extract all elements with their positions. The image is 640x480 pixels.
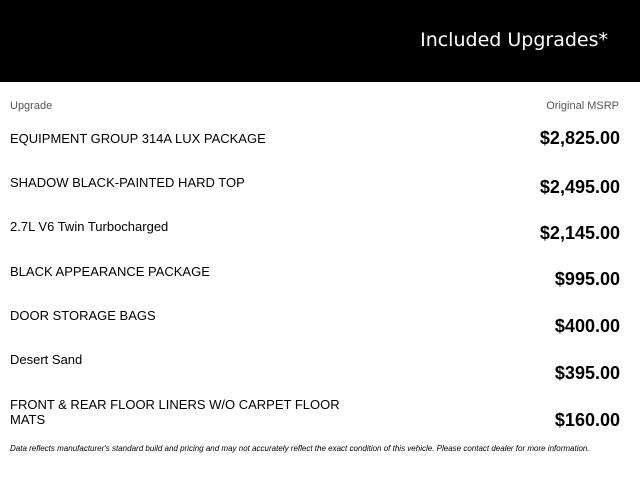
upgrade-price: $2,145.00 <box>539 223 620 243</box>
upgrade-name: SHADOW BLACK-PAINTED HARD TOP <box>10 175 245 190</box>
upgrade-price: $995.00 <box>554 269 620 289</box>
upgrade-price: $395.00 <box>554 363 620 383</box>
column-header-upgrade: Upgrade <box>10 100 53 112</box>
upgrade-name: BLACK APPEARANCE PACKAGE <box>10 264 210 279</box>
page-title: Included Upgrades* <box>420 29 608 51</box>
header-bar <box>0 0 640 82</box>
upgrade-name: 2.7L V6 Twin Turbocharged <box>10 219 169 234</box>
column-header-msrp: Original MSRP <box>546 100 619 112</box>
upgrade-price: $160.00 <box>554 410 620 430</box>
upgrade-price: $2,495.00 <box>539 177 620 197</box>
upgrade-name: DOOR STORAGE BAGS <box>10 308 156 323</box>
disclaimer-text: Data reflects manufacturer's standard build and pricing and may not accurately reflect the exact condition of this vehicle. Please contact dealer for more information. <box>10 444 590 453</box>
upgrade-name: Desert Sand <box>10 352 83 367</box>
upgrade-name: EQUIPMENT GROUP 314A LUX PACKAGE <box>10 131 266 146</box>
upgrade-price: $2,825.00 <box>539 128 620 148</box>
upgrade-price: $400.00 <box>554 316 620 336</box>
upgrade-name: FRONT & REAR FLOOR LINERS W/O CARPET FLOOR MATS <box>10 397 340 427</box>
